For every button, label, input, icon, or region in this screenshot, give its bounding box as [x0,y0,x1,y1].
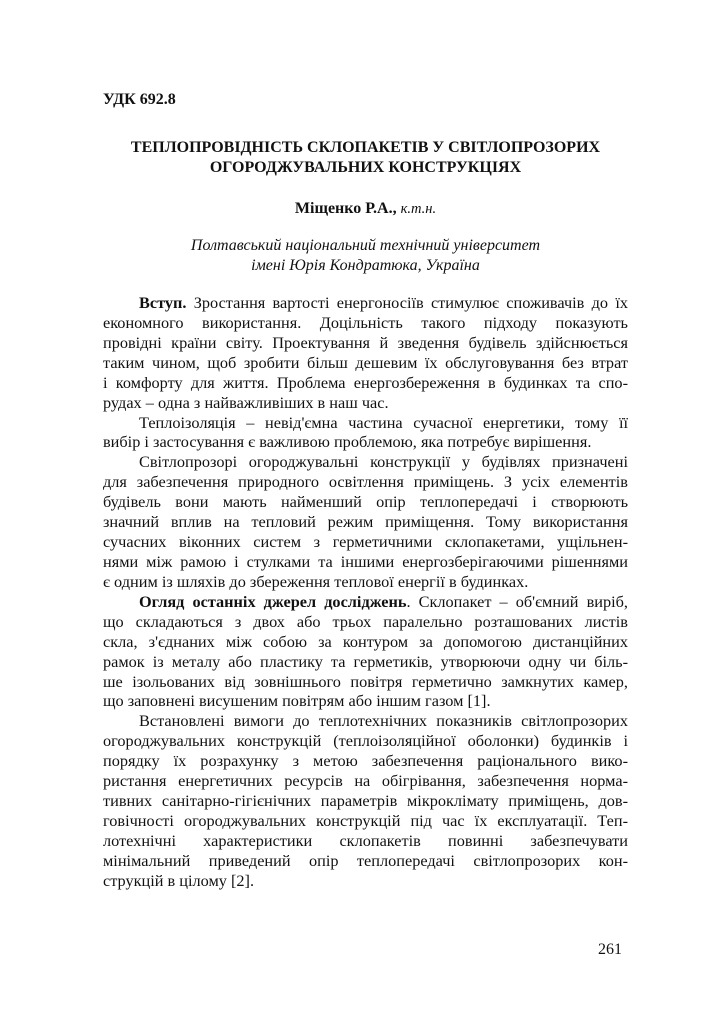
author-name: Міщенко Р.А., [294,200,397,217]
title-line: ОГОРОДЖУВАЛЬНИХ КОНСТРУКЦІЯХ [209,159,522,176]
text-line: струкцій в цілому [2]. [103,870,255,890]
text-line: лотехнічні характеристики склопакетів повинні забезпечувати [103,830,628,850]
text-line: скла, з'єднаних між собою за контуром за допомогою дистанційних [103,631,628,651]
text-line: Теплоізоляція – невід'ємна частина сучасної енергетики, тому її [139,412,628,432]
text-line: рудах – одна з найважливіших в наш час. [103,392,389,412]
text-line: вибір і застосування є важливою проблемою, яка потребує вирішення. [103,432,592,452]
author-degree: к.т.н. [400,201,437,217]
title-line: ТЕПЛОПРОВІДНІСТЬ СКЛОПАКЕТІВ У СВІТЛОПРОЗОРИХ [130,139,601,156]
text-line: що заповнені висушеним повітрям або іншим газом [1]. [103,691,491,711]
text-line: таким чином, щоб зробити більш дешевим їх обслуговування без втрат [103,352,628,372]
text-line: провідні країни світу. Проектування й зведення будівель здійснюється [103,332,628,352]
text-line: для забезпечення природного освітлення приміщень. З усіх елементів [103,472,628,492]
text-line: економного використання. Доцільність такого підходу показують [103,312,628,332]
affiliation [103,236,628,276]
article-body [103,293,628,891]
text-line: Встановлені вимоги до теплотехнічних показників світлопрозорих [139,711,628,731]
affiliation-line: імені Юрія Кондратюка, Україна [251,257,480,274]
text-line: і комфорту для життя. Проблема енергозбереження в будинках та спо- [103,372,628,392]
paragraph-review-line: Огляд останніх джерел досліджень. Склопакет – об'ємний виріб, [139,591,628,611]
text-line: є одним із шляхів до збереження теплової енергії в будинках. [103,571,529,591]
udc-code: УДК 692.8 [103,91,176,108]
article-title [103,138,628,178]
section-heading-intro: Вступ. [139,293,187,312]
text-line: рамок із металу або пластику та герметиків, утворюючи одну чи біль- [103,651,628,671]
section-heading-review: Огляд останніх джерел досліджень [139,591,407,611]
text-line: тивних санітарно-гігієнічних параметрів мікроклімату приміщень, дов- [103,791,628,811]
text-line: ше ізольованих від зовнішнього повітря герметично замкнутих камер, [103,671,628,691]
author-line [103,200,628,218]
paragraph-intro-line: Вступ. Зростання вартості енергоносіїв стимулює споживачів до їх [139,293,628,312]
text-line: сучасних віконних систем з герметичними склопакетами, ущільнен- [103,532,628,552]
affiliation-line: Полтавський національний технічний університет [190,237,541,254]
text-line: значний вплив на тепловий режим приміщення. Тому використання [103,512,628,532]
text-line: говічності огороджувальних конструкцій під час їх експлуатації. Теп- [103,810,628,830]
text-line: порядку їх розрахунку з метою забезпечення раціонального вико- [103,751,628,771]
text-line: ристання енергетичних ресурсів на обігрівання, забезпечення норма- [103,771,628,791]
text-line: будівель вони мають найменший опір теплопередачі і створюють [103,492,628,512]
text-line: нями між рамою і стулками та іншими енергозберігаючими рішеннями [103,551,628,571]
page-number: 261 [598,941,622,958]
text-line: мінімальний приведений опір теплопередачі світлопрозорих кон- [103,850,628,870]
text-line: що складаються з двох або трьох паралельно розташованих листів [103,611,628,631]
text-line: огороджувальних конструкцій (теплоізоляційної оболонки) будинків і [103,731,628,751]
text-line: Світлопрозорі огороджувальні конструкції у будівлях призначені [139,452,628,472]
